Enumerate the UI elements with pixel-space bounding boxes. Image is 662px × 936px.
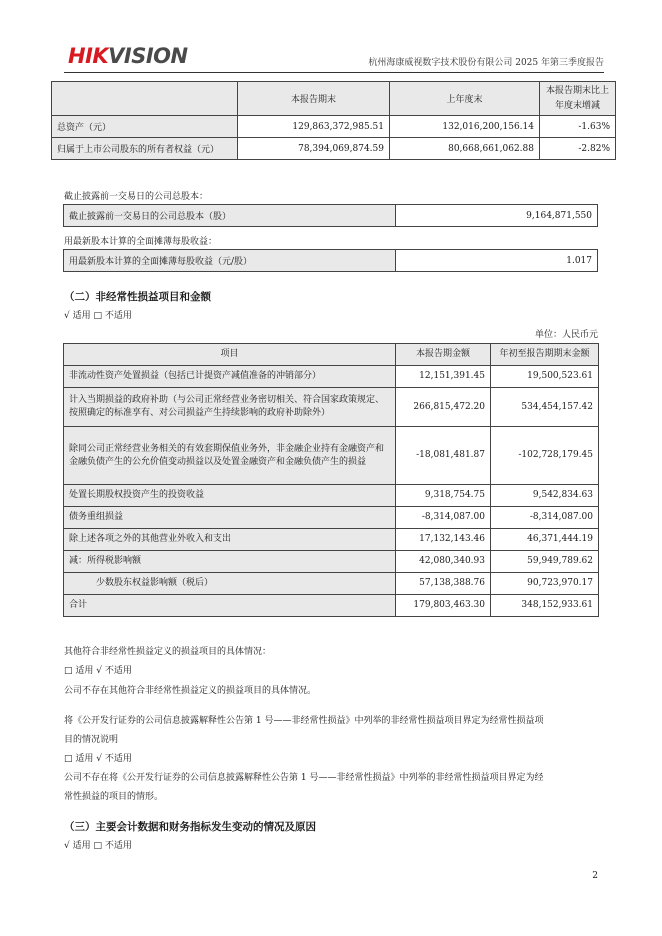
row-value: -2.82% <box>540 138 616 160</box>
table-row <box>64 205 598 227</box>
row-label: 少数股东权益影响额（税后） <box>64 573 396 595</box>
row-label: 截止披露前一交易日的公司总股本（股） <box>64 205 396 227</box>
table-row <box>64 551 599 573</box>
row-value: -18,081,481.87 <box>396 427 491 485</box>
share-capital-intro: 截止披露前一交易日的公司总股本： <box>64 192 209 202</box>
table-row <box>64 485 599 507</box>
table-row <box>64 507 599 529</box>
row-value: 19,500,523.61 <box>491 366 599 388</box>
table-row <box>64 366 599 388</box>
row-label: 合计 <box>64 595 396 617</box>
reclass-intro-line-2: 目的情况说明 <box>64 735 119 745</box>
table-header-cell: 上年度末 <box>390 82 540 116</box>
row-value: 59,949,789.62 <box>491 551 599 573</box>
report-title: 杭州海康威视数字技术股份有限公司 2025 年第三季度报告 <box>368 58 604 68</box>
other-items-intro: 其他符合非经常性损益定义的损益项目的具体情况： <box>64 647 272 657</box>
row-label: 除上述各项之外的其他营业外收入和支出 <box>64 529 396 551</box>
row-value: 90,723,970.17 <box>491 573 599 595</box>
row-label: 减：所得税影响额 <box>64 551 396 573</box>
row-value: 78,394,069,874.59 <box>238 138 390 160</box>
table-row <box>64 573 599 595</box>
row-label: 用最新股本计算的全面摊薄每股收益（元/股） <box>64 250 396 272</box>
table-row <box>64 427 599 485</box>
table-row <box>52 116 616 138</box>
other-items-statement: 公司不存在其他符合非经常性损益定义的损益项目的具体情况。 <box>64 686 317 696</box>
table-row <box>64 529 599 551</box>
row-value: 9,318,754.75 <box>396 485 491 507</box>
row-value: 46,371,444.19 <box>491 529 599 551</box>
reclass-statement-line-2: 常性损益的项目的情形。 <box>64 792 164 802</box>
row-value: 348,152,933.61 <box>491 595 599 617</box>
row-value: -8,314,087.00 <box>396 507 491 529</box>
page-header <box>64 42 604 73</box>
reclass-statement-line-1: 公司不存在将《公开发行证券的公司信息披露解释性公告第 1 号——非经常性损益》中列举的非经常性损益项目界定为经 <box>64 773 544 783</box>
row-value: 179,803,463.30 <box>396 595 491 617</box>
row-value: 9,542,834.63 <box>491 485 599 507</box>
reclass-intro-line-1: 将《公开发行证券的公司信息披露解释性公告第 1 号——非经常性损益》中列举的非经常性损益项目界定为经常性损益项 <box>64 716 544 726</box>
row-label: 非流动性资产处置损益（包括已计提资产减值准备的冲销部分） <box>64 366 396 388</box>
section-title: （三）主要会计数据和财务指标发生变动的情况及原因 <box>64 821 316 833</box>
row-value: -8,314,087.00 <box>491 507 599 529</box>
table-total-row <box>64 595 599 617</box>
table-row <box>64 250 598 272</box>
table-header-cell: 项目 <box>64 344 396 366</box>
table-row <box>64 388 599 427</box>
balance-summary-table <box>51 81 616 160</box>
row-value: 17,132,143.46 <box>396 529 491 551</box>
row-label: 总资产（元） <box>52 116 238 138</box>
table-header-row <box>64 344 599 366</box>
table-row <box>52 138 616 160</box>
row-value: -1.63% <box>540 116 616 138</box>
page-number: 2 <box>592 871 598 881</box>
eps-intro: 用最新股本计算的全面摊薄每股收益： <box>64 237 218 247</box>
row-value: 12,151,391.45 <box>396 366 491 388</box>
eps-table <box>63 249 598 272</box>
row-value: 266,815,472.20 <box>396 388 491 427</box>
row-value: 57,138,388.76 <box>396 573 491 595</box>
section-title: （二）非经常性损益项目和金额 <box>64 291 211 303</box>
row-value: 129,863,372,985.51 <box>238 116 390 138</box>
row-value: 1.017 <box>396 250 598 272</box>
applicability-note: √ 适用 □ 不适用 <box>64 841 132 851</box>
row-value: -102,728,179.45 <box>491 427 599 485</box>
row-value: 80,668,661,062.88 <box>390 138 540 160</box>
row-value: 9,164,871,550 <box>396 205 598 227</box>
share-capital-table <box>63 204 598 227</box>
non-recurring-items-table <box>63 343 599 617</box>
currency-unit: 单位：人民币元 <box>534 330 598 340</box>
table-header-cell <box>52 82 238 116</box>
table-header-cell: 年初至报告期期末金额 <box>491 344 599 366</box>
row-label: 债务重组损益 <box>64 507 396 529</box>
row-label: 计入当期损益的政府补助（与公司正常经营业务密切相关、符合国家政策规定、按照确定的标准享有、对公司损益产生持续影响的政府补助除外） <box>64 388 396 427</box>
table-header-cell: 本报告期末 <box>238 82 390 116</box>
row-label: 处置长期股权投资产生的投资收益 <box>64 485 396 507</box>
applicability-note: √ 适用 □ 不适用 <box>64 311 132 321</box>
hikvision-logo: HIKVISION <box>68 44 188 68</box>
table-header-row <box>52 82 616 116</box>
row-value: 534,454,157.42 <box>491 388 599 427</box>
applicability-note: □ 适用 √ 不适用 <box>64 754 132 764</box>
row-label: 除同公司正常经营业务相关的有效套期保值业务外，非金融企业持有金融资产和金融负债产生的公允价值变动损益以及处置金融资产和金融负债产生的损益 <box>64 427 396 485</box>
table-header-cell: 本报告期金额 <box>396 344 491 366</box>
row-value: 132,016,200,156.14 <box>390 116 540 138</box>
row-value: 42,080,340.93 <box>396 551 491 573</box>
applicability-note: □ 适用 √ 不适用 <box>64 666 132 676</box>
row-label: 归属于上市公司股东的所有者权益（元） <box>52 138 238 160</box>
table-header-cell: 本报告期末比上年度末增减 <box>540 82 616 116</box>
